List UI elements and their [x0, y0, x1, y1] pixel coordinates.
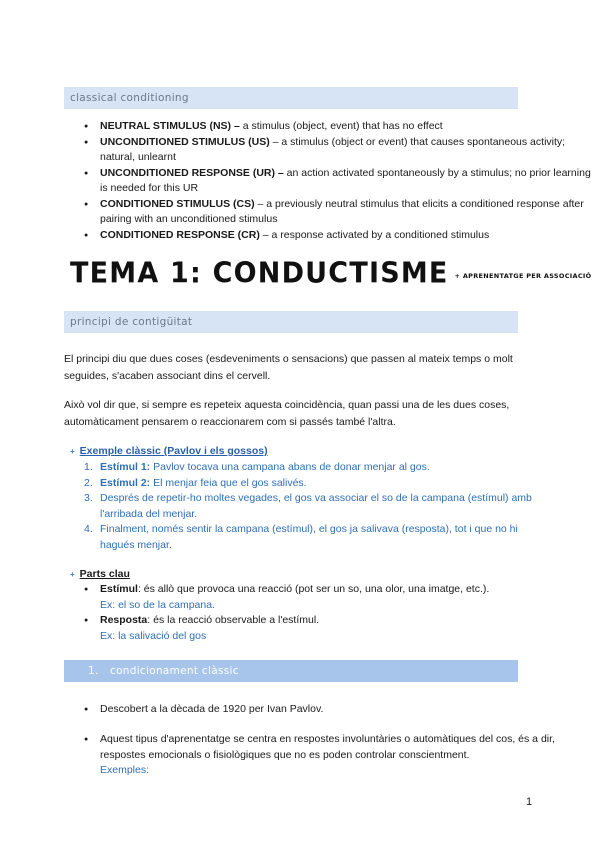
- section-band-classical-conditioning: [64, 87, 518, 109]
- section-band-title: principi de contigüitat: [70, 316, 193, 328]
- paragraph: El principi diu que dues coses (esdeveniments o sensacions) que passen al mateix temps o molt seguides, s'acaben associant dins el cervell.: [64, 353, 513, 382]
- list-item: ● UNCONDITIONED STIMULUS (US) – a stimulus (object or event) that causes spontaneous activity; natural, unlearnt: [0, 135, 600, 166]
- list-item: ● Descobert a la dècada de 1920 per Ivan Pavlov.: [0, 702, 600, 718]
- page-number: 1: [526, 796, 533, 808]
- condicionament-list-2: [0, 732, 600, 779]
- list-item: 2. Estímul 2: El menjar feia que el gos salivés.: [84, 476, 307, 489]
- section-band-title: classical conditioning: [70, 92, 189, 104]
- star-icon: +: [70, 570, 75, 579]
- example-heading: + Exemple clàssic (Pavlov i els gossos): [70, 445, 268, 457]
- example-text: Ex: la salivació del gos: [100, 629, 207, 642]
- list-item: 4. Finalment, només sentir la campana (estímul), el gos ja salivava (resposta), tot i que no hi hagués menjar.: [84, 523, 518, 551]
- example-steps-list: [84, 460, 534, 553]
- list-item: ● Estímul: és allò que provoca una reacció (pot ser un so, una olor, una imatge, etc.). Ex: el so de la campana.: [0, 582, 600, 613]
- section-band-title: condicionament clàssic: [110, 665, 239, 677]
- condicionament-list: [0, 702, 600, 718]
- list-item: ● UNCONDITIONED RESPONSE (UR) – an action activated spontaneously by a stimulus; no prior learning is needed for this UR: [0, 166, 600, 197]
- parts-list: [0, 582, 600, 644]
- example-text: Ex: el so de la campana.: [100, 598, 215, 611]
- list-item: ● CONDITIONED RESPONSE (CR) – a response activated by a conditioned stimulus: [0, 228, 600, 244]
- list-item: ● CONDITIONED STIMULUS (CS) – a previously neutral stimulus that elicits a conditioned response after pairing with an unconditioned stimulus: [0, 197, 600, 228]
- paragraph: Això vol dir que, si sempre es repeteix aquesta coincidència, quan passi una de les dues coses, automàticament pensarem o reaccionarem com si passés també l'altra.: [64, 399, 510, 428]
- section-band-condicionament: [64, 660, 518, 682]
- list-item: 3. Després de repetir-ho moltes vegades, el gos va associar el so de la campana (estímul) amb l'arribada del menjar.: [84, 492, 532, 520]
- example-text: Exemples:: [100, 764, 150, 776]
- list-item: ● NEUTRAL STIMULUS (NS) – a stimulus (object, event) that has no effect: [0, 119, 600, 135]
- tema-title: TEMA 1: CONDUCTISME: [70, 257, 449, 290]
- list-item: ● Resposta: és la reacció observable a l'estímul. Ex: la salivació del gos: [0, 613, 600, 644]
- list-item: 1. Estímul 1: Pavlov tocava una campana abans de donar menjar al gos.: [84, 461, 430, 473]
- tema-subtitle: + APRENENTATGE PER ASSOCIACIÓ: [454, 272, 592, 280]
- list-item: ● Aquest tipus d'aprenentatge se centra en respostes involuntàries o automàtiques del cos, és a dir, respostes emocionals o fisiològiques que no es poden controlar conscientment. Exemples:: [0, 732, 600, 779]
- star-icon: +: [70, 447, 75, 456]
- section-band-contiguitat: [64, 311, 518, 333]
- section-band-number: 1.: [88, 665, 99, 677]
- page-title: [70, 258, 591, 289]
- classical-terms-list: [0, 119, 600, 243]
- parts-heading: + Parts clau: [70, 568, 130, 580]
